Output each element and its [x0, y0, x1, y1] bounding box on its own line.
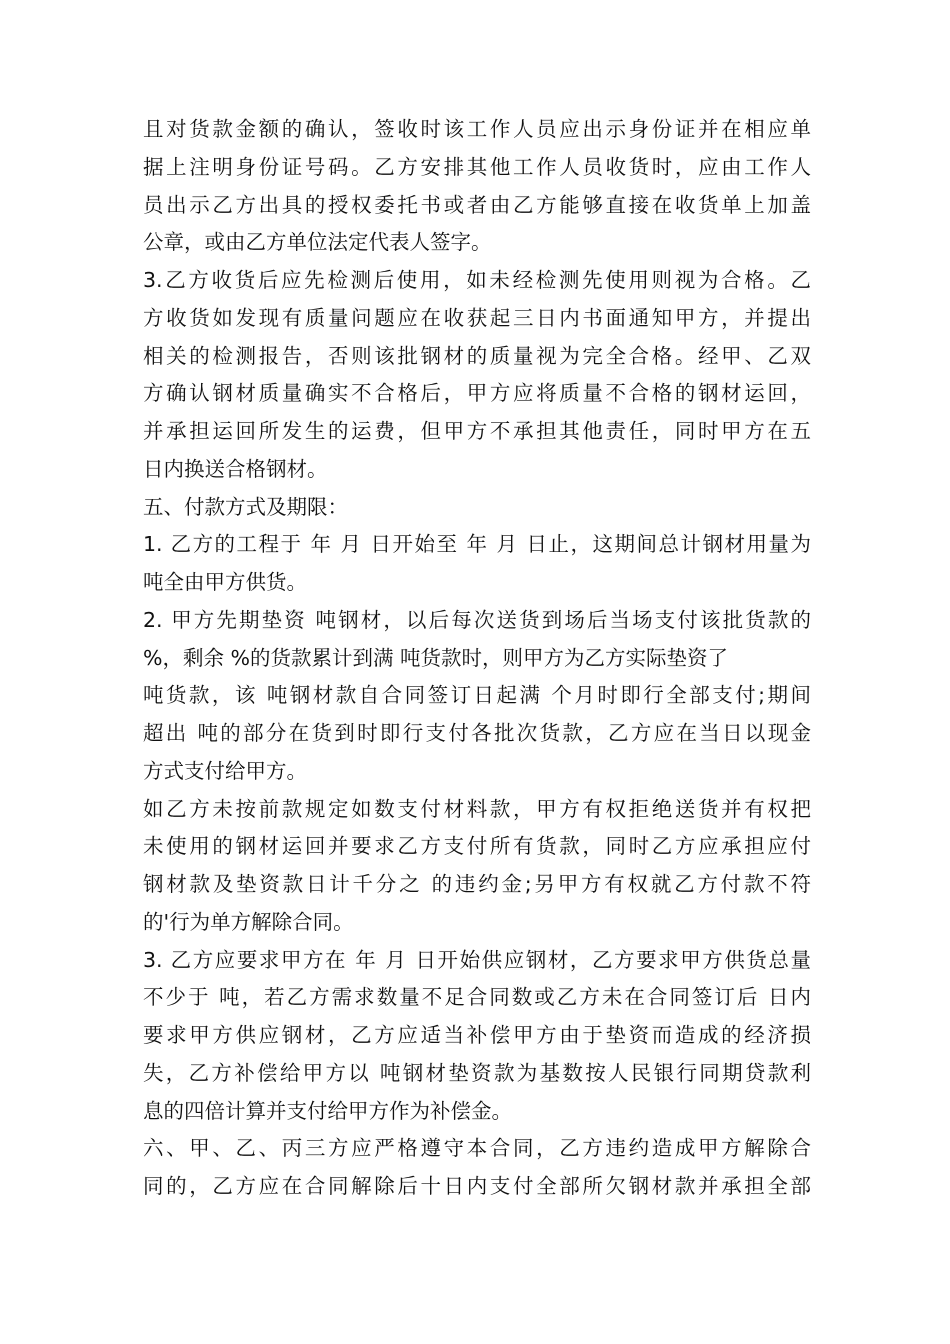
text-line: 方收货如发现有质量问题应在收获起三日内书面通知甲方，并提出: [143, 305, 811, 330]
text-line: 2. 甲方先期垫资 吨钢材，以后每次送货到场后当场支付该批货款的: [143, 607, 811, 632]
text-line: 相关的检测报告，否则该批钢材的质量视为完全合格。经甲、乙双: [143, 343, 811, 368]
text-line: 吨货款，该 吨钢材款自合同签订日起满 个月时即行全部支付;期间: [143, 683, 811, 708]
contract-body-text: [143, 111, 811, 1206]
text-line: 吨全由甲方供货。: [143, 570, 307, 594]
text-line: 且对货款金额的确认，签收时该工作人员应出示身份证并在相应单: [143, 117, 811, 141]
text-line: 六、甲、乙、丙三方应严格遵守本合同，乙方违约造成甲方解除合: [143, 1136, 811, 1161]
section-heading: 五、付款方式及期限：: [143, 494, 348, 519]
text-line: 的'行为单方解除合同。: [143, 909, 354, 934]
text-line: %，剩余 %的货款累计到满 吨货款时，则甲方为乙方实际垫资了: [143, 645, 728, 670]
text-line: 公章，或由乙方单位法定代表人签字。: [143, 230, 492, 255]
text-line: 超出 吨的部分在货到时即行支付各批次货款，乙方应在当日以现金: [143, 721, 811, 745]
text-line: 并承担运回所发生的运费，但甲方不承担其他责任，同时甲方在五: [143, 419, 811, 443]
text-line: 日内换送合格钢材。: [143, 456, 328, 481]
text-line: 不少于 吨，若乙方需求数量不足合同数或乙方未在合同签订后 日内: [143, 985, 811, 1010]
text-line: 息的四倍计算并支付给甲方作为补偿金。: [143, 1098, 512, 1123]
text-line: 钢材款及垫资款日计千分之 的违约金;另甲方有权就乙方付款不符: [143, 872, 811, 896]
text-line: 要求甲方供应钢材，乙方应适当补偿甲方由于垫资而造成的经济损: [143, 1023, 811, 1047]
text-line: 同的，乙方应在合同解除后十日内支付全部所欠钢材款并承担全部: [143, 1174, 811, 1198]
text-line: 未使用的钢材运回并要求乙方支付所有货款，同时乙方应承担应付: [143, 834, 811, 859]
text-line: 员出示乙方出具的授权委托书或者由乙方能够直接在收货单上加盖: [143, 192, 811, 217]
text-line: 3.乙方收货后应先检测后使用，如未经检测先使用则视为合格。乙: [143, 268, 811, 292]
text-line: 3. 乙方应要求甲方在 年 月 日开始供应钢材，乙方要求甲方供货总量: [143, 947, 811, 972]
text-line: 方确认钢材质量确实不合格后，甲方应将质量不合格的钢材运回，: [143, 381, 811, 406]
text-line: 1. 乙方的工程于 年 月 日开始至 年 月 日止，这期间总计钢材用量为: [143, 532, 811, 557]
text-line: 方式支付给甲方。: [143, 758, 307, 783]
text-line: 据上注明身份证号码。乙方安排其他工作人员收货时，应由工作人: [143, 154, 811, 179]
text-line: 如乙方未按前款规定如数支付材料款，甲方有权拒绝送货并有权把: [143, 796, 811, 821]
text-line: 失，乙方补偿给甲方以 吨钢材垫资款为基数按人民银行同期贷款利: [143, 1060, 811, 1085]
